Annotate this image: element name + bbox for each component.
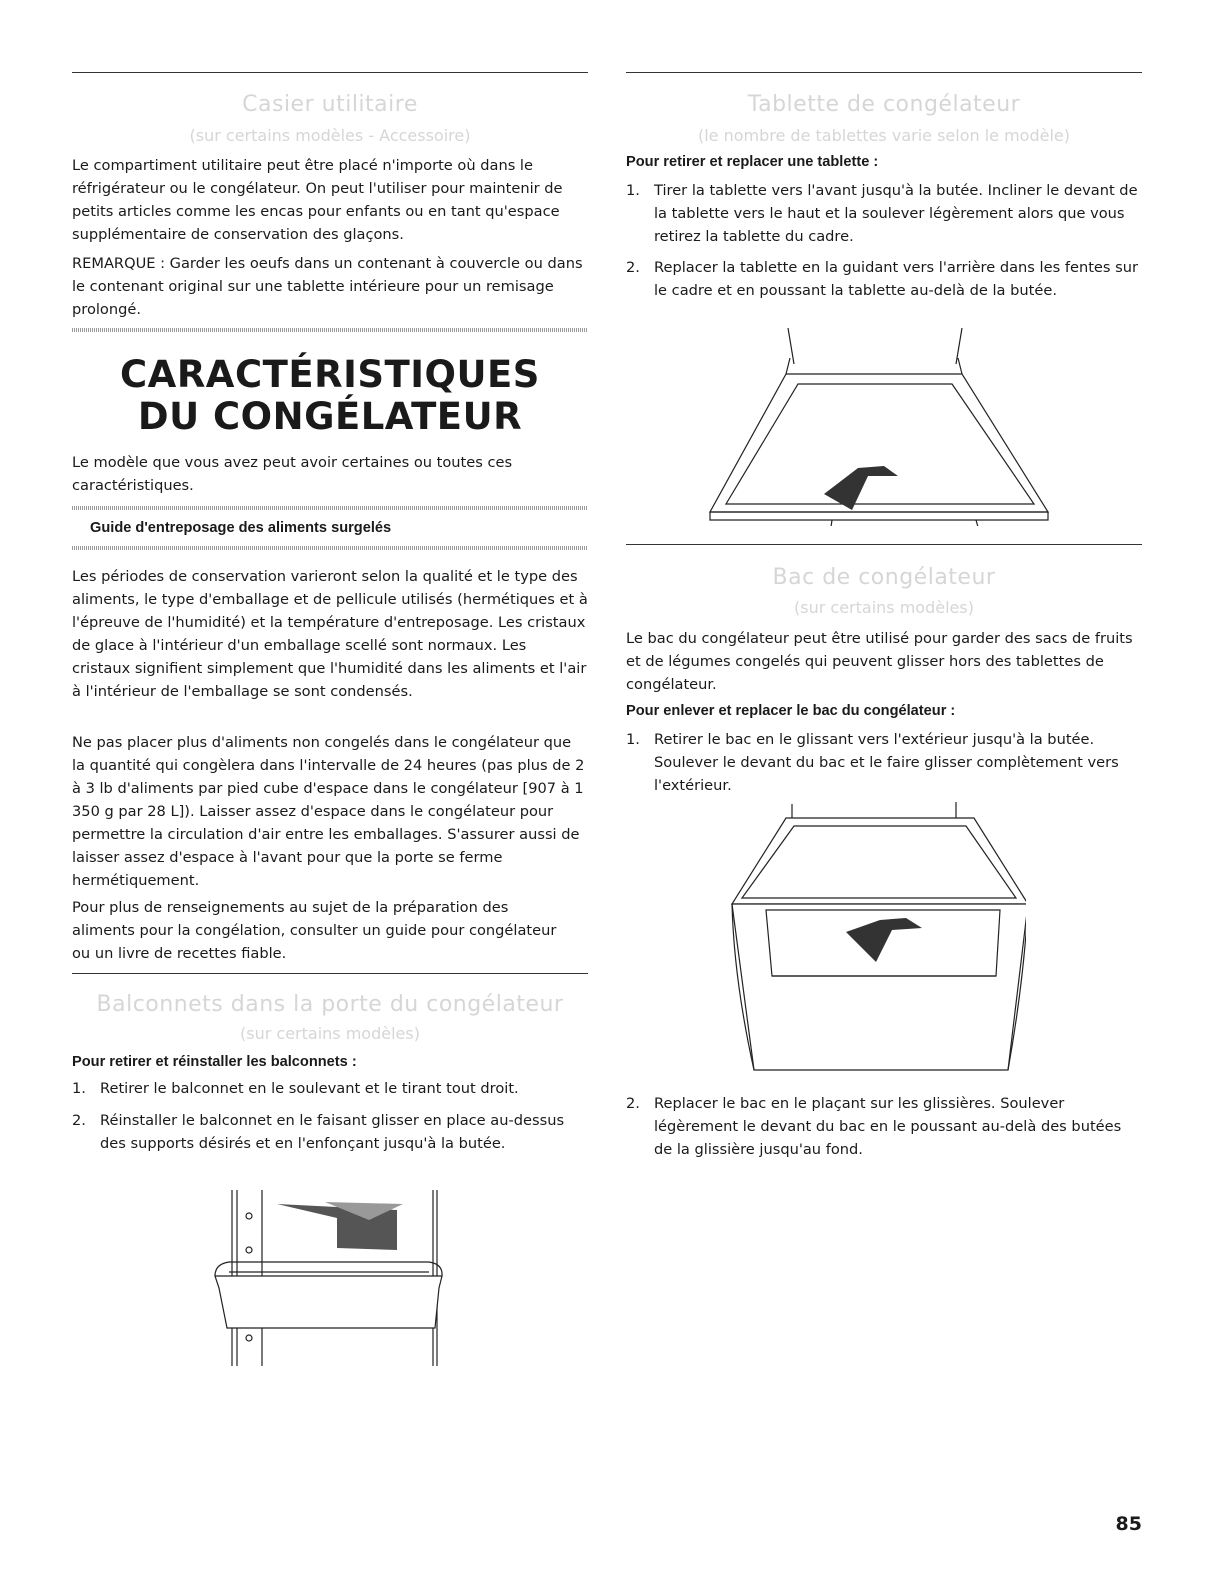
main-title-line1: CARACTÉRISTIQUES [120,353,540,396]
list-item [72,1077,588,1100]
dotted-divider [72,328,588,332]
step-text: Réinstaller le balconnet en le faisant glisser en place au-dessus des supports désirés et en l'enfonçant jusqu'à la butée. [100,1112,565,1152]
bac-paragraph: Le bac du congélateur peut être utilisé pour garder des sacs de fruits et de légumes congelés qui peuvent glisser hors des tablettes de congélateur. [626,630,1133,693]
step-number: 1. [72,1080,86,1097]
door-bin-illustration [207,1188,447,1368]
step-number: 2. [626,1095,640,1112]
bac-subtitle: (sur certains modèles) [794,598,974,617]
step-number: 2. [626,259,640,276]
tablette-heading: Pour retirer et replacer une tablette : [626,154,879,170]
step-text: Replacer la tablette en la guidant vers l'arrière dans les fentes sur le cadre et en poussant la tablette au-delà de la butée. [654,259,1138,299]
guide-paragraph-2: Ne pas placer plus d'aliments non congelés dans le congélateur que la quantité qui congèlera dans l'intervalle de 24 heures (pas plus de 2 à 3 lb d'aliments par pied cube d'espace dans le congélateur [907 à 1 350 g par 28 L]). Laisser assez d'espace dans le congélateur pour permettre la circulation d'air entre les emballages. S'assurer aussi de laisser assez d'espace à l'avant pour que la porte se ferme hermétiquement. [72,734,585,889]
casier-note [72,252,588,321]
guide-paragraph-1: Les périodes de conservation varieront selon la qualité et le type des aliments, le type d'emballage et de pellicule utilisés (hermétiques et à l'épreuve de l'humidité) et la température d'entreposage. Les cristaux de glace à l'intérieur d'un emballage scellé sont normaux. Les cristaux signifient simplement que l'humidité dans les aliments et l'air à l'intérieur de l'emballage se sont condensés. [72,568,588,700]
bac-title: Bac de congélateur [772,565,996,590]
step-number: 1. [626,182,640,199]
list-item [626,1092,1142,1162]
section-rule [72,973,588,974]
list-item [626,728,1142,798]
list-item [626,179,1142,249]
note-label: REMARQUE : [72,255,166,272]
main-title-line2: DU CONGÉLATEUR [137,395,523,438]
dotted-divider [72,546,588,550]
bin-illustration [726,800,1026,1080]
step-number: 1. [626,731,640,748]
bac-heading: Pour enlever et replacer le bac du congélateur : [626,703,956,719]
guide-heading: Guide d'entreposage des aliments surgelés [90,520,392,536]
section-rule [626,72,1142,73]
casier-subtitle: (sur certains modèles - Accessoire) [189,126,471,145]
step-text: Retirer le bac en le glissant vers l'extérieur jusqu'à la butée. Soulever le devant du bac et le faire glisser complètement vers l'extérieur. [654,731,1119,794]
casier-paragraph: Le compartiment utilitaire peut être placé n'importe où dans le réfrigérateur ou le congélateur. On peut l'utiliser pour maintenir de petits articles comme les encas pour enfants ou en tant qu'espace supplémentaire de conservation des glaçons. [72,157,563,243]
shelf-illustration [706,326,1056,526]
section-rule [72,72,588,73]
section-rule [626,544,1142,545]
balconnets-heading: Pour retirer et réinstaller les balconnets : [72,1054,357,1070]
step-number: 2. [72,1112,86,1129]
balconnets-title: Balconnets dans la porte du congélateur [96,992,564,1017]
step-text: Replacer le bac en le plaçant sur les glissières. Soulever légèrement le devant du bac en le poussant au-delà des butées de la glissière jusqu'au fond. [654,1095,1122,1158]
casier-title: Casier utilitaire [242,92,418,117]
main-intro: Le modèle que vous avez peut avoir certaines ou toutes ces caractéristiques. [72,454,513,494]
guide-paragraph-3: Pour plus de renseignements au sujet de la préparation des aliments pour la congélation, consulter un guide pour congélateur ou un livre de recettes fiable. [72,899,557,962]
dotted-divider [72,506,588,510]
balconnets-subtitle: (sur certains modèles) [240,1024,420,1043]
tablette-subtitle: (le nombre de tablettes varie selon le modèle) [697,126,1070,145]
tablette-title: Tablette de congélateur [747,92,1021,117]
step-text: Tirer la tablette vers l'avant jusqu'à la butée. Incliner le devant de la tablette vers le haut et la soulever légèrement alors que vous retirez la tablette du cadre. [654,182,1138,245]
step-text: Retirer le balconnet en le soulevant et le tirant tout droit. [100,1080,519,1097]
list-item [72,1109,588,1179]
note-text: Garder les oeufs dans un contenant à couvercle ou dans le contenant original sur une tablette intérieure pour un remisage prolongé. [72,255,583,318]
page-number: 85 [1115,1513,1142,1535]
list-item [626,256,1142,326]
